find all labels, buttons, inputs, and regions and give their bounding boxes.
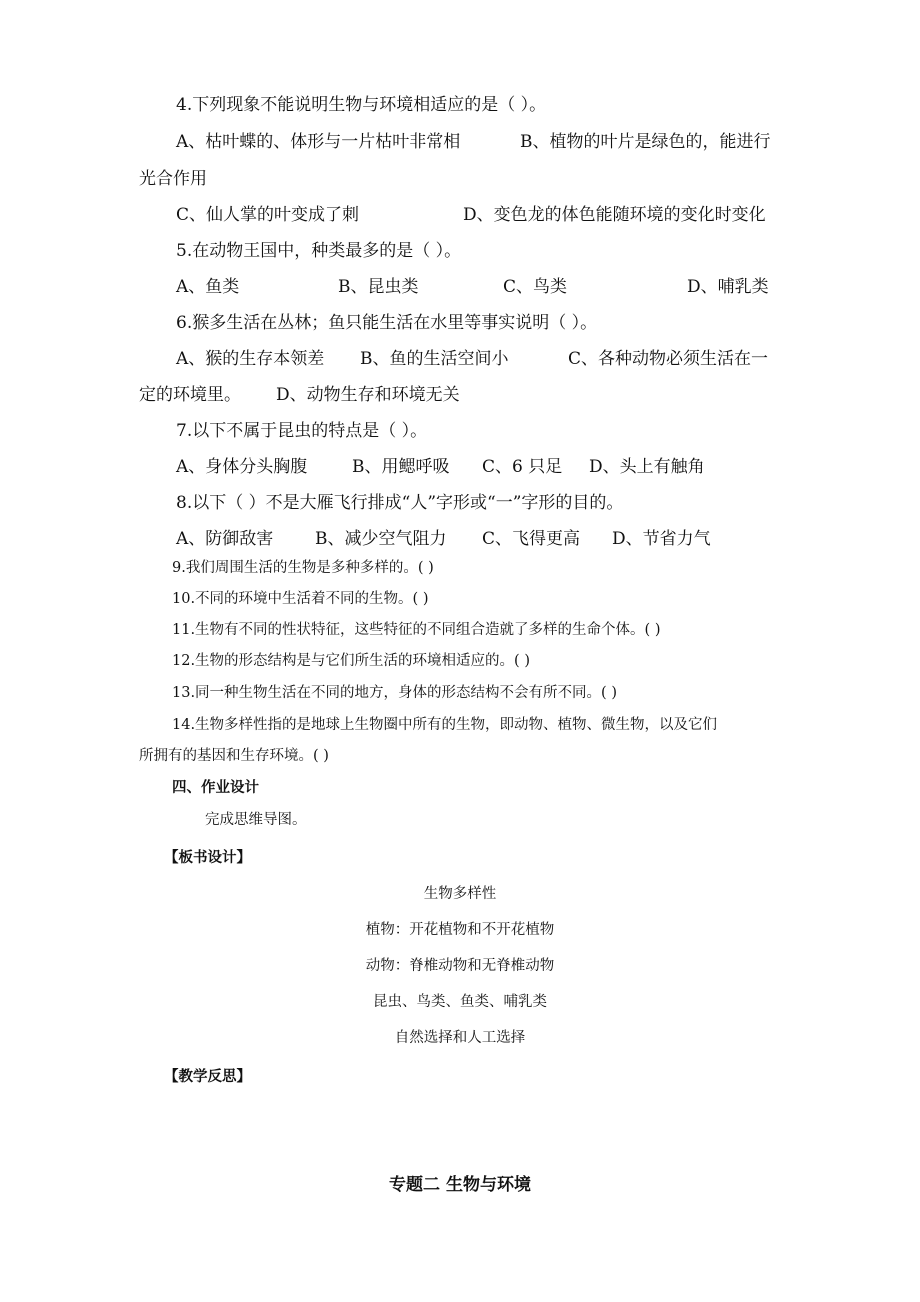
q5-option-a: A、鱼类 [176,277,240,297]
q8-option-a: A、防御敌害 [176,529,274,549]
q4-option-a: A、枯叶蝶的、体形与一片枯叶非常相 [176,132,461,152]
q5-option-b: B、昆虫类 [338,277,419,297]
q6-stem: 6.猴多生活在丛林；鱼只能生活在水里等事实说明（ ）。 [176,313,598,333]
q6-option-c: C、各种动物必须生活在一 [568,349,769,369]
q7-stem: 7.以下不属于昆虫的特点是（ ）。 [176,421,428,441]
reflection-heading: 【教学反思】 [164,1069,251,1085]
q8-option-b: B、减少空气阻力 [315,529,447,549]
q9-statement: 9.我们周围生活的生物是多种多样的。( ) [172,560,434,576]
q6-option-c-cont: 定的环境里。 [139,385,241,405]
q6-option-a: A、猴的生存本领差 [176,349,325,369]
q4-option-c: C、仙人掌的叶变成了刺 [176,205,360,225]
q13-statement: 13.同一种生物生活在不同的地方，身体的形态结构不会有所不同。( ) [172,685,617,701]
board-line-plants: 植物：开花植物和不开花植物 [365,922,555,938]
q14-statement-line1: 14.生物多样性指的是地球上生物圈中所有的生物，即动物、植物、微生物，以及它们 [172,717,718,733]
q10-statement: 10.不同的环境中生活着不同的生物。( ) [172,591,429,607]
q5-stem: 5.在动物王国中，种类最多的是（ ）。 [176,241,462,261]
q8-stem: 8.以下（ ）不是大雁飞行排成“人”字形或“一”字形的目的。 [176,493,624,513]
board-line-animals: 动物：脊椎动物和无脊椎动物 [365,958,555,974]
q7-option-b: B、用鳃呼吸 [352,457,450,477]
q6-option-d: D、动物生存和环境无关 [276,385,460,405]
q7-option-d: D、头上有触角 [589,457,705,477]
q4-option-b: B、植物的叶片是绿色的，能进行 [520,132,771,152]
board-line-selection: 自然选择和人工选择 [394,1030,526,1046]
q7-option-a: A、身体分头胸腹 [176,457,308,477]
q4-option-b-cont: 光合作用 [139,169,207,189]
next-topic-title: 专题二 生物与环境 [389,1175,531,1195]
q6-option-b: B、鱼的生活空间小 [360,349,509,369]
homework-content: 完成思维导图。 [205,812,307,828]
q4-stem: 4.下列现象不能说明生物与环境相适应的是（ ）。 [176,95,547,115]
q8-option-c: C、飞得更高 [482,529,581,549]
q8-option-d: D、节省力气 [612,529,711,549]
board-title: 生物多样性 [423,886,497,902]
q11-statement: 11.生物有不同的性状特征，这些特征的不同组合造就了多样的生命个体。( ) [172,622,661,638]
homework-heading: 四、作业设计 [172,780,259,796]
q5-option-c: C、鸟类 [503,277,568,297]
q14-statement-line2: 所拥有的基因和生存环境。( ) [139,748,329,764]
board-heading: 【板书设计】 [164,850,251,866]
q7-option-c: C、6 只足 [482,457,563,477]
q12-statement: 12.生物的形态结构是与它们所生活的环境相适应的。( ) [172,653,530,669]
q5-option-d: D、哺乳类 [687,277,769,297]
board-line-groups: 昆虫、鸟类、鱼类、哺乳类 [373,994,547,1010]
q4-option-d: D、变色龙的体色能随环境的变化时变化 [463,205,766,225]
